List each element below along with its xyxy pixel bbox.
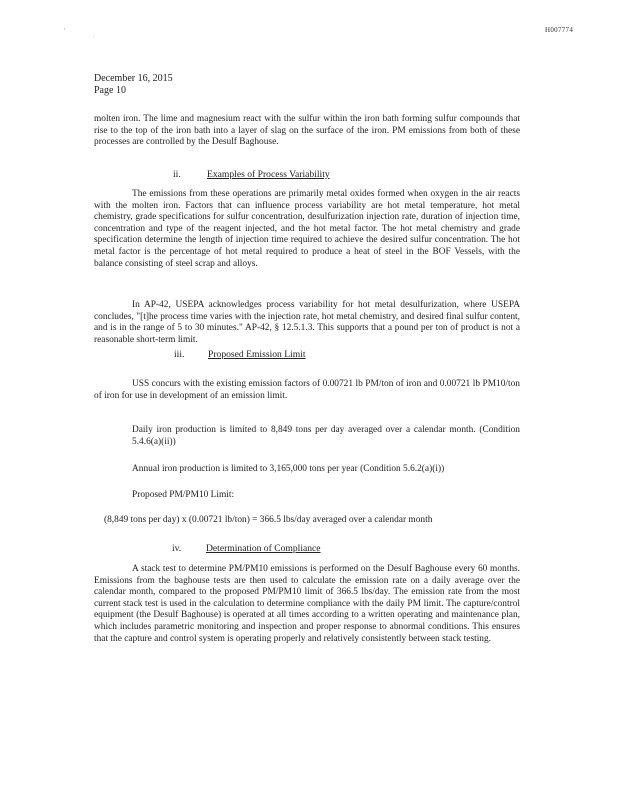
paragraph: Daily iron production is limited to 8,849 tons per day averaged over a calendar month. (Condition 5.4.6(a)(ii)) [132, 425, 520, 447]
paragraph: A stack test to determine PM/PM10 emissions is performed on the Desulf Baghouse every 60 months. Emissions from the baghouse tests are then used to calculate the emission rate on a daily average over the calendar month, compared to the proposed PM/PM10 limit of 366.5 lbs/day. The emission rate from the most current stack test is used in the calculation to determine compliance with the daily PM limit. The capture/control equipment (the Desulf Baghouse) is operated at all times according to a written operating and maintenance plan, which includes parametric monitoring and inspection and proper response to abnormal conditions. This ensures that the capture and control system is operating properly and relatively consistently between stack testing. [94, 564, 520, 644]
section-title: Determination of Compliance [206, 543, 321, 554]
emission-formula: (8,849 tons per day) x (0.00721 lb/ton) = 366.5 lbs/day averaged over a calendar month [104, 515, 433, 525]
letter-date: December 16, 2015 [94, 73, 173, 84]
section-heading [173, 169, 330, 181]
section-number: iv. [172, 543, 182, 554]
paragraph: Proposed PM/PM10 Limit: [132, 490, 235, 500]
bates-number: H007774 [545, 26, 574, 34]
paragraph: molten iron. The lime and magnesium react with the sulfur within the iron bath forming sulfur compounds that rise to the top of the iron bath into a layer of slag on the surface of the iron. PM emissions from both of these processes are controlled by the Desulf Baghouse. [94, 114, 520, 148]
scan-mark: . [93, 33, 95, 39]
page-number: Page 10 [94, 85, 126, 96]
paragraph: USS concurs with the existing emission factors of 0.00721 lb PM/ton of iron and 0.00721 lb PM10/ton of iron for use in development of an emission limit. [94, 379, 520, 401]
paragraph: In AP-42, USEPA acknowledges process variability for hot metal desulfurization, where USEPA concludes, "[t]he process time varies with the injection rate, hot metal chemistry, and desired final sulfur content, and is in the range of 5 to 30 minutes." AP-42, § 12.5.1.3. This supports that a pound per ton of product is not a reasonable short-term limit. [94, 300, 520, 345]
section-heading [174, 349, 306, 361]
paragraph: The emissions from these operations are primarily metal oxides formed when oxygen in the air reacts with the molten iron. Factors that can influence process variability are hot metal temperature, hot metal chemistry, grade specifications for sulfur concentration, desulfurization injection rate, duration of injection time, concentration and type of the reagent injected, and the hot metal factor. The hot metal chemistry and grade specification determine the length of injection time required to achieve the desired sulfur concentration. The hot metal factor is the percentage of hot metal required to produce a heat of steel in the BOF Vessels, with the balance consisting of steel scrap and alloys. [94, 189, 520, 269]
scan-mark: ' [64, 28, 66, 34]
section-number: iii. [174, 349, 185, 360]
section-heading [172, 543, 321, 555]
section-title: Examples of Process Variability [207, 169, 330, 180]
paragraph: Annual iron production is limited to 3,165,000 tons per year (Condition 5.6.2(a)(i)) [132, 464, 445, 474]
section-title: Proposed Emission Limit [208, 349, 306, 360]
section-number: ii. [173, 169, 181, 180]
